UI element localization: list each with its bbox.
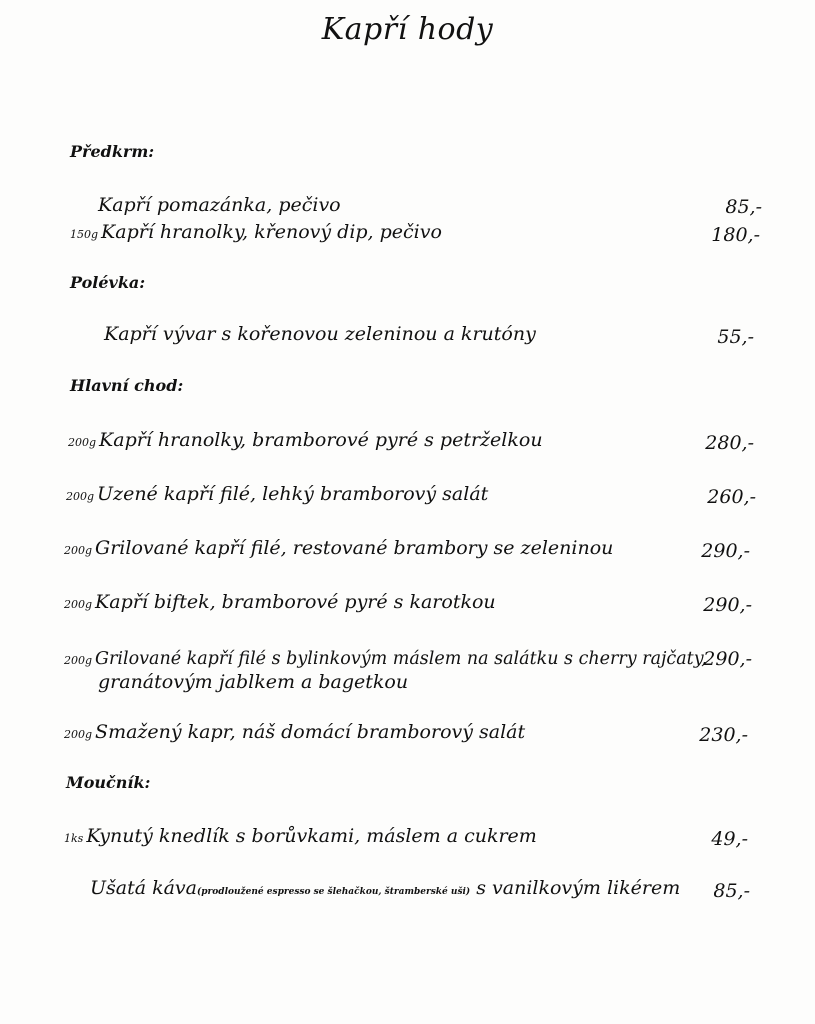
menu-item-quantity: 200g	[64, 728, 93, 741]
menu-item-name-end: s vanilkovým likérem	[470, 877, 681, 899]
menu-item-quantity: 200g	[64, 598, 93, 611]
section-heading-hlavni: Hlavní chod:	[70, 376, 184, 395]
menu-item-name: Ušatá káva	[90, 877, 197, 899]
menu-item-price: 49,-	[711, 828, 748, 850]
menu-item-price: 290,-	[701, 540, 750, 562]
menu-item	[64, 825, 537, 847]
menu-item	[66, 483, 488, 505]
menu-item	[64, 537, 613, 559]
menu-item-price: 280,-	[705, 432, 754, 454]
menu-item-price: 290,-	[703, 594, 752, 616]
section-heading-moucnik: Moučník:	[66, 773, 151, 792]
menu-item-price: 180,-	[711, 224, 760, 246]
menu-item-price: 55,-	[717, 326, 754, 348]
menu-item-quantity: 200g	[64, 654, 93, 667]
section-heading-polevka: Polévka:	[70, 273, 146, 292]
menu-item-name-continued: granátovým jablkem a bagetkou	[98, 671, 409, 693]
menu-item	[70, 221, 442, 243]
menu-item-note: (prodloužené espresso se šlehačkou, štramberské uši)	[197, 887, 471, 897]
menu-item-name: Kapří hranolky, křenový dip, pečivo	[101, 221, 442, 243]
menu-item-quantity: 200g	[66, 490, 95, 503]
menu-item	[68, 429, 543, 451]
menu-item-name: Kapří vývar s kořenovou zeleninou a krutóny	[104, 323, 536, 345]
menu-item-quantity: 150g	[70, 228, 99, 241]
menu-item	[64, 647, 707, 669]
menu-item-name: Kapří pomazánka, pečivo	[98, 194, 341, 216]
menu-item-name: Kapří hranolky, bramborové pyré s petrželkou	[99, 429, 543, 451]
menu-item-quantity: 1ks	[64, 832, 84, 845]
menu-item-name: Kynutý knedlík s borůvkami, máslem a cukrem	[86, 825, 537, 847]
menu-item-name: Smažený kapr, náš domácí bramborový salát	[95, 721, 526, 743]
menu-item-price: 85,-	[713, 880, 750, 902]
menu-item-name: Uzené kapří filé, lehký bramborový salát	[97, 483, 489, 505]
menu-item-price: 230,-	[699, 724, 748, 746]
menu-item-price: 85,-	[725, 196, 762, 218]
menu-item-name: Grilované kapří filé s bylinkovým máslem na salátku s cherry rajčaty,	[95, 649, 707, 669]
page-title: Kapří hody	[321, 12, 494, 47]
menu-item	[90, 877, 680, 899]
menu-item	[64, 591, 496, 613]
menu-item-quantity: 200g	[68, 436, 97, 449]
section-heading-predkrm: Předkrm:	[70, 142, 155, 161]
menu-item-name: Kapří biftek, bramborové pyré s karotkou	[95, 591, 496, 613]
menu-item-name: Grilované kapří filé, restované brambory se zeleninou	[95, 537, 614, 559]
menu-item-price: 290,-	[703, 648, 752, 670]
menu-item-quantity: 200g	[64, 544, 93, 557]
menu-item	[64, 721, 525, 743]
menu-item-price: 260,-	[707, 486, 756, 508]
